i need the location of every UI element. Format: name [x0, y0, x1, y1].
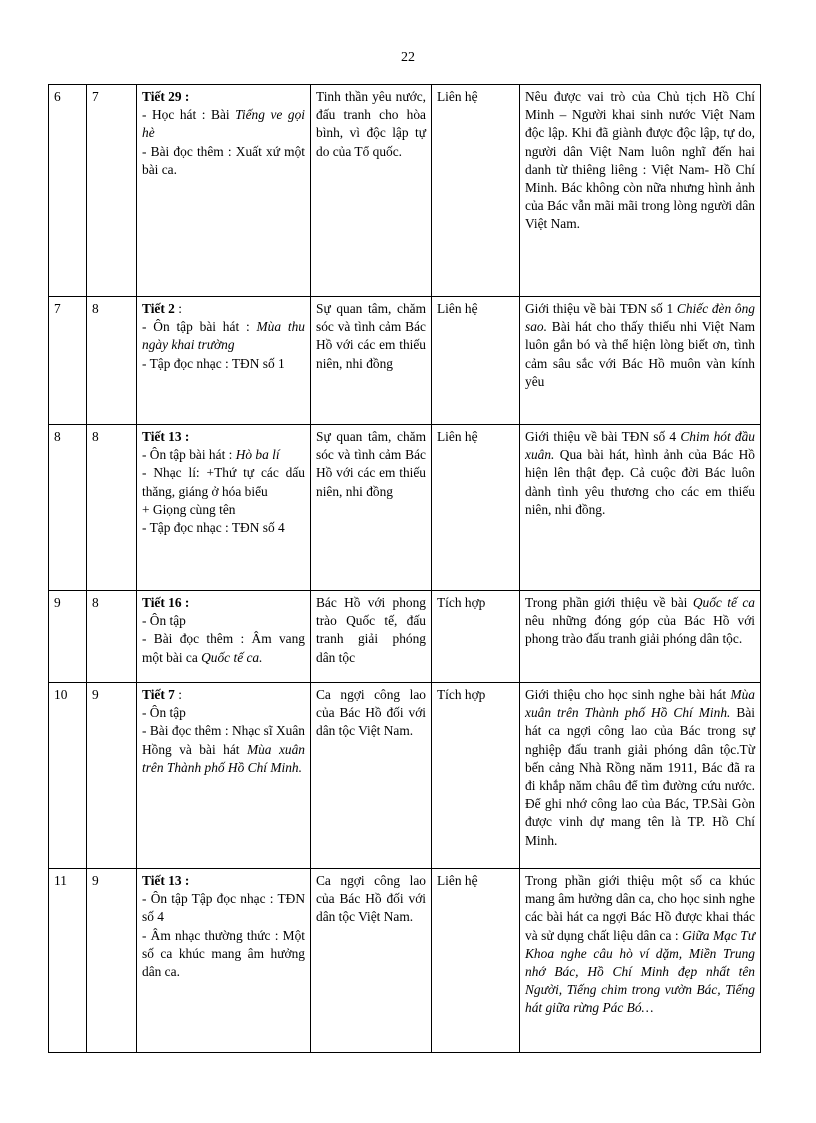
lesson-cell: [137, 683, 311, 869]
lesson-text: - Âm nhạc thường thức : Một số ca khúc mang âm hưởng dân ca.: [142, 927, 305, 980]
grade-cell: 9: [87, 869, 137, 1053]
method-cell: Liên hệ: [432, 425, 520, 591]
description-cell: [520, 591, 761, 683]
lesson-title: Tiết 13 :: [142, 429, 190, 444]
grade-cell: 8: [87, 297, 137, 425]
lesson-text: - Ôn tập bài hát :: [142, 447, 236, 463]
lesson-text: - Tập đọc nhạc : TĐN số 4: [142, 520, 285, 536]
description-text: Trong phần giới thiệu về bài: [525, 595, 693, 610]
description-text: Chim hót đầu xuân.: [525, 429, 755, 463]
lesson-cell: [137, 591, 311, 683]
lesson-line: [142, 519, 305, 537]
description-text: Chiếc đèn ông sao.: [525, 301, 756, 335]
content-cell: Ca ngợi công lao của Bác Hồ đối với dân tộc Việt Nam.: [311, 869, 432, 1053]
description-text: Giới thiệu cho học sinh nghe bài hát: [525, 687, 731, 702]
grade-cell: 8: [87, 591, 137, 683]
lesson-line: [142, 630, 305, 666]
lesson-title: Tiết 2: [142, 301, 175, 316]
lesson-cell: [137, 297, 311, 425]
lesson-text: + Giọng cùng tên: [142, 501, 236, 517]
method-cell: Tích hợp: [432, 591, 520, 683]
grade-cell: 8: [87, 425, 137, 591]
table-row: [49, 85, 761, 297]
description-text: Nêu được vai trò của Chủ tịch Hồ Chí Minh – Người khai sinh nước Việt Nam độc lập. Khi đã giành được độc lập, tự do, người dân Việt Nam luôn nghĩ đến hai danh từ thiêng liêng : Việt Nam- Hồ Chí Minh. Bác không còn nữa nhưng hình ảnh của Bác vẫn mãi mãi trong lòng người dân Việt Nam.: [525, 89, 755, 232]
stt-cell: 6: [49, 85, 87, 297]
lesson-line: [142, 143, 305, 179]
description-cell: [520, 683, 761, 869]
description-text: Quốc tế ca: [692, 595, 755, 610]
method-cell: Liên hệ: [432, 297, 520, 425]
lesson-text: - Bài đọc thêm : Nhạc sĩ Xuân Hồng và bài hát: [142, 723, 305, 757]
content-cell: Sự quan tâm, chăm sóc và tình cảm Bác Hồ với các em thiếu niên, nhi đồng: [311, 297, 432, 425]
lesson-line: [142, 927, 305, 982]
lesson-line: [142, 890, 305, 926]
lesson-line: [142, 686, 305, 704]
content-cell: Sự quan tâm, chăm sóc và tình cảm Bác Hồ với các em thiếu niên, nhi đồng: [311, 425, 432, 591]
stt-cell: 9: [49, 591, 87, 683]
method-cell: Tích hợp: [432, 683, 520, 869]
description-cell: [520, 869, 761, 1053]
lesson-line: [142, 428, 305, 446]
lesson-text: Tiếng ve gọi hè: [142, 107, 305, 141]
lesson-title: Tiết 29 :: [142, 89, 190, 104]
lesson-title: Tiết 7: [142, 687, 175, 702]
lesson-line: [142, 722, 305, 777]
lesson-line: [142, 501, 305, 519]
lesson-line: [142, 612, 305, 630]
stt-cell: 11: [49, 869, 87, 1053]
content-cell: Tinh thần yêu nước, đấu tranh cho hòa bình, vì độc lập tự do của Tổ quốc.: [311, 85, 432, 297]
content-cell: Bác Hồ với phong trào Quốc tế, đấu tranh giải phóng dân tộc: [311, 591, 432, 683]
description-text: Giới thiệu về bài TĐN số 1: [525, 301, 677, 316]
grade-cell: 9: [87, 683, 137, 869]
lesson-text: - Ôn tập: [142, 613, 186, 629]
description-cell: [520, 425, 761, 591]
lesson-text: - Ôn tập Tập đọc nhạc : TĐN số 4: [142, 891, 305, 925]
description-text: Giữa Mạc Tư Khoa nghe câu hò ví dặm, Miền Trung nhớ Bác, Hồ Chí Minh đẹp nhất tên Người, Tiếng chim trong vườn Bác, Tiếng hát giữa rừng Pác Bó…: [525, 927, 755, 1016]
table-row: [49, 297, 761, 425]
lesson-text: - Ôn tập: [142, 705, 186, 721]
lesson-line: [142, 872, 305, 890]
page-number: 22: [401, 50, 415, 65]
lesson-text: Mùa xuân trên Thành phố Hồ Chí Minh.: [142, 741, 305, 775]
stt-cell: 7: [49, 297, 87, 425]
table-row: [49, 591, 761, 683]
table-row: [49, 683, 761, 869]
lesson-title: Tiết 13 :: [142, 873, 190, 888]
lesson-title: Tiết 16 :: [142, 595, 190, 610]
description-text: Giới thiệu về bài TĐN số 4: [525, 429, 681, 444]
lesson-line: [142, 318, 305, 354]
description-text: nêu những đóng góp của Bác Hồ với phong trào đấu tranh giải phóng dân tộc.: [525, 613, 755, 647]
lesson-text: :: [174, 687, 182, 702]
stt-cell: 10: [49, 683, 87, 869]
lesson-text: - Bài đọc thêm : Xuất xứ một bài ca.: [142, 143, 305, 177]
method-cell: Liên hệ: [432, 869, 520, 1053]
method-cell: Liên hệ: [432, 85, 520, 297]
lesson-line: [142, 300, 305, 318]
table-row: [49, 425, 761, 591]
description-text: Bài hát ca ngợi công lao của Bác trong sự nghiệp đấu tranh giải phóng dân tộc.Từ bến cảng Nhà Rồng năm 1911, Bác đã ra đi khắp năm châu để tìm đường cứu nước. Để ghi nhớ công lao của Bác, TP.Sài Gòn được vinh dự mang tên là TP. Hồ Chí Minh.: [525, 705, 755, 848]
lesson-text: - Học hát : Bài: [142, 107, 236, 123]
lesson-text: - Tập đọc nhạc : TĐN số 1: [142, 355, 285, 371]
lesson-integration-table: [48, 84, 761, 1053]
lesson-line: [142, 88, 305, 106]
lesson-line: [142, 446, 305, 464]
lesson-text: :: [174, 301, 182, 316]
lesson-line: [142, 464, 305, 500]
stt-cell: 8: [49, 425, 87, 591]
table-row: [49, 869, 761, 1053]
lesson-line: [142, 594, 305, 612]
description-text: Qua bài hát, hình ảnh của Bác Hồ hiện lên thật đẹp. Cả cuộc đời Bác luôn dành tình yêu thương cho các em thiếu niên, nhi đồng.: [525, 447, 755, 517]
lesson-text: - Ôn tập bài hát :: [142, 319, 257, 335]
description-text: Bài hát cho thấy thiếu nhi Việt Nam luôn gắn bó và thể hiện lòng biết ơn, tình cảm sâu sắc với Bác Hồ muôn vàn kính yêu: [525, 319, 755, 389]
lesson-text: - Bài đọc thêm : Âm vang một bài ca: [142, 631, 305, 665]
lesson-line: [142, 355, 305, 373]
grade-cell: 7: [87, 85, 137, 297]
description-cell: [520, 85, 761, 297]
lesson-cell: [137, 85, 311, 297]
description-text: Mùa xuân trên Thành phố Hồ Chí Minh.: [525, 687, 755, 721]
description-cell: [520, 297, 761, 425]
lesson-line: [142, 106, 305, 142]
content-cell: Ca ngợi công lao của Bác Hồ đối với dân tộc Việt Nam.: [311, 683, 432, 869]
description-text: Trong phần giới thiệu một số ca khúc mang âm hưởng dân ca, cho học sinh nghe các bài hát ca ngợi Bác Hồ được khai thác và sử dụng chất liệu dân ca :: [525, 873, 755, 943]
lesson-text: - Nhạc lí: +Thứ tự các dấu thăng, giáng ở hóa biểu: [142, 465, 305, 499]
lesson-text: Hò ba lí: [235, 447, 280, 463]
lesson-line: [142, 704, 305, 722]
lesson-text: Mùa thu ngày khai trường: [142, 319, 305, 353]
table-body: [49, 85, 761, 1053]
lesson-cell: [137, 425, 311, 591]
lesson-text: Quốc tế ca.: [201, 649, 263, 665]
lesson-cell: [137, 869, 311, 1053]
